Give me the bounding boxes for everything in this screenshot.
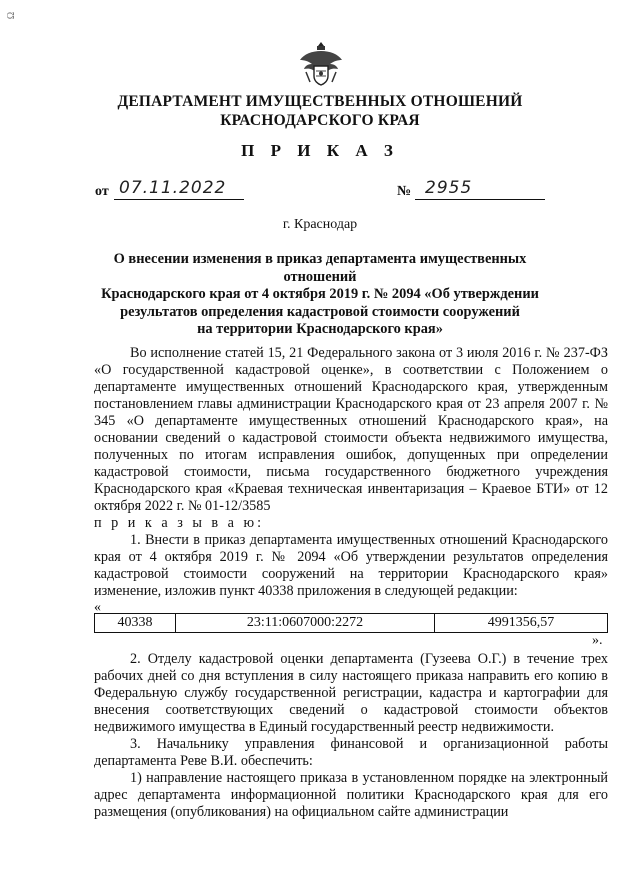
number-underline bbox=[415, 199, 545, 200]
order-date-handwritten: 07.11.2022 bbox=[119, 178, 227, 198]
date-underline bbox=[114, 199, 244, 200]
date-label: от bbox=[95, 184, 109, 199]
item-1-paragraph: 1. Внести в приказ департамента имущественных отношений Краснодарского края от 4 октября 2019 г. № 2094 «Об утверждении результатов определения кадастровой стоимости сооружений на территории Краснодарского края» изменение, изложив пункт 40338 приложения в следующей редакции: bbox=[94, 532, 608, 599]
subject-line-3: результатов определения кадастровой стоимости сооружений bbox=[120, 303, 520, 320]
amendment-table bbox=[94, 613, 608, 633]
table-cell-cadastral-number: 23:11:0607000:2272 bbox=[176, 614, 435, 633]
order-number-handwritten: 2955 bbox=[425, 178, 473, 198]
item-3-1-paragraph: 1) направление настоящего приказа в установленном порядке на электронный адрес департамента информационной политики Краснодарского края для его размещения (опубликования) на официальном сайте администрации bbox=[94, 770, 608, 820]
order-body-continued bbox=[94, 651, 608, 821]
subject-line-2: Краснодарского края от 4 октября 2019 г. № 2094 «Об утверждении bbox=[101, 286, 539, 302]
subject-line-1: О внесении изменения в приказ департамента имущественных отношений bbox=[113, 251, 527, 285]
quote-close: ». bbox=[592, 633, 603, 648]
item-2-paragraph: 2. Отделу кадастровой оценки департамента (Гузеева О.Г.) в течение трех рабочих дней со дня вступления в силу настоящего приказа направить его копию в Федеральную службу государственной регистрации, кадастра и картографии для внесения соответствующих сведений о кадастровой стоимости объектов недвижимого имущества в Единый государственный реестр недвижимости. bbox=[94, 651, 608, 735]
order-date-number-row bbox=[95, 178, 555, 202]
item-3-paragraph: 3. Начальнику управления финансовой и организационной работы департамента Реве В.И. обеспечить: bbox=[94, 736, 608, 769]
table-cell-item-number: 40338 bbox=[95, 614, 176, 633]
number-label: № bbox=[397, 184, 412, 199]
department-line-2: КРАСНОДАРСКОГО КРАЯ bbox=[220, 112, 420, 129]
order-body bbox=[94, 345, 608, 600]
order-title: П Р И К А З bbox=[241, 141, 399, 160]
city: г. Краснодар bbox=[282, 217, 358, 232]
preamble-paragraph: Во исполнение статей 15, 21 Федерального закона от 3 июля 2016 г. № 237-ФЗ «О государственной кадастровой оценке», в соответствии с Положением о департаменте имущественных отношений Краснодарского края, утвержденным постановлением главы администрации Краснодарского края от 23 апреля 2007 г. № 345 «О департаменте имущественных отношений Краснодарского края», на основании сведений о кадастровой стоимости объекта недвижимого имущества, полученных по итогам исправления ошибок, допущенных при определении кадастровой стоимости, письма государственного бюджетного учреждения Краснодарского края «Краевая техническая инвентаризация – Краевое БТИ» от 12 октября 2022 г. № 01-12/3585 bbox=[94, 345, 608, 514]
order-word: п р и к а з ы в а ю: bbox=[94, 515, 265, 531]
department-name bbox=[60, 92, 580, 130]
order-subject bbox=[80, 251, 560, 339]
quote-open: « bbox=[94, 600, 101, 615]
table-cell-cadastral-value: 4991356,57 bbox=[435, 614, 608, 633]
subject-line-4: на территории Краснодарского края» bbox=[197, 321, 443, 337]
coat-of-arms-emblem bbox=[296, 38, 346, 88]
corner-mark: Ω bbox=[6, 11, 18, 20]
table-row bbox=[95, 614, 608, 633]
department-line-1: ДЕПАРТАМЕНТ ИМУЩЕСТВЕННЫХ ОТНОШЕНИЙ bbox=[117, 93, 523, 110]
